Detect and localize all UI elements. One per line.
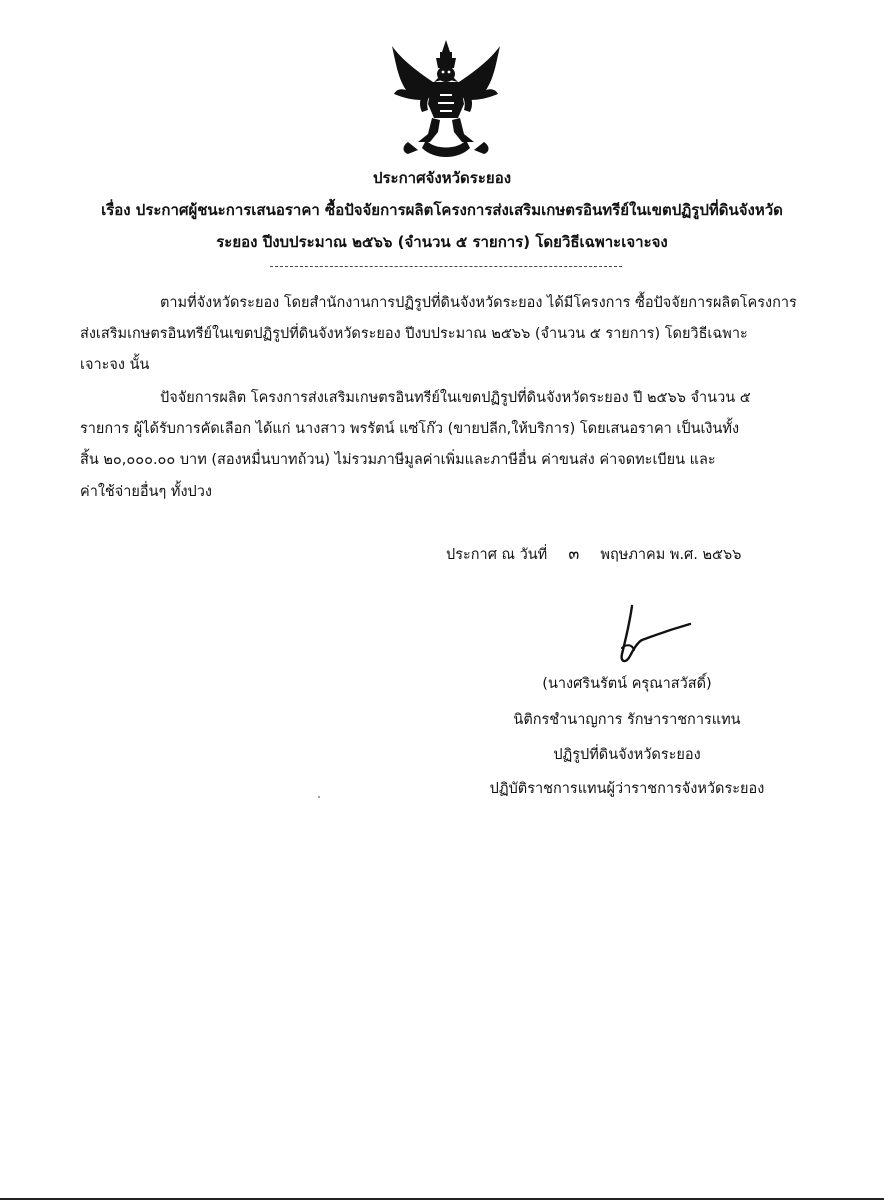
garuda-emblem-icon [388,38,504,160]
paragraph-2-line-4: ค่าใช้จ่ายอื่นๆ ทั้งปวง [80,484,212,500]
handwritten-signature [612,604,694,666]
date-month-year: พฤษภาคม พ.ศ. ๒๕๖๖ [600,547,742,563]
paragraph-1-line-2: ส่งเสริมเกษตรอินทรีย์ในเขตปฏิรูปที่ดินจังหวัดระยอง ปีงบประมาณ ๒๕๖๖ (จำนวน ๕ รายการ) โดยวิธีเฉพาะ [80,326,748,342]
signer-position-1: นิติกรชำนาญการ รักษาราชการแทน [513,712,741,728]
subject-line-1: เรื่อง ประกาศผู้ชนะการเสนอราคา ซื้อปัจจัยการผลิตโครงการส่งเสริมเกษตรอินทรีย์ในเขตปฏิรูปที่ดินจังหวัด [101,201,783,219]
date-day: ๓ [568,544,580,563]
subject-line-2: ระยอง ปีงบประมาณ ๒๕๖๖ (จำนวน ๕ รายการ) โดยวิธีเฉพาะเจาะจง [216,233,668,251]
divider-rule [270,266,622,267]
announcement-date [446,542,741,567]
paragraph-2-line-3: สิ้น ๒๐,๐๐๐.๐๐ บาท (สองหมื่นบาทถ้วน) ไม่รวมภาษีมูลค่าเพิ่มและภาษีอื่น ค่าขนส่ง ค่าจดทะเบียน และ [80,452,716,468]
signer-position-3: ปฏิบัติราชการแทนผู้ว่าราชการจังหวัดระยอง [489,781,765,797]
signer-name: (นางศรินรัตน์ ครุณาสวัสดิ์) [542,676,712,692]
paragraph-1-line-3: เจาะจง นั้น [80,357,150,373]
document-title: ประกาศจังหวัดระยอง [372,169,512,187]
paragraph-2-line-2: รายการ ผู้ได้รับการคัดเลือก ได้แก่ นางสาว พรรัตน์ แซ่โก๊ว (ขายปลีก,ให้บริการ) โดยเสนอราคา เป็นเงินทั้ง [80,421,740,437]
date-prefix: ประกาศ ณ วันที่ [446,547,548,563]
paragraph-1-line-1: ตามที่จังหวัดระยอง โดยสำนักงานการปฏิรูปที่ดินจังหวัดระยอง ได้มีโครงการ ซื้อปัจจัยการผลิตโครงการ [160,295,797,311]
paragraph-2-line-1: ปัจจัยการผลิต โครงการส่งเสริมเกษตรอินทรีย์ในเขตปฏิรูปที่ดินจังหวัดระยอง ปี ๒๕๖๖ จำนวน ๕ [160,390,751,406]
signer-position-2: ปฏิรูปที่ดินจังหวัดระยอง [553,747,701,763]
scan-speck [318,796,320,798]
